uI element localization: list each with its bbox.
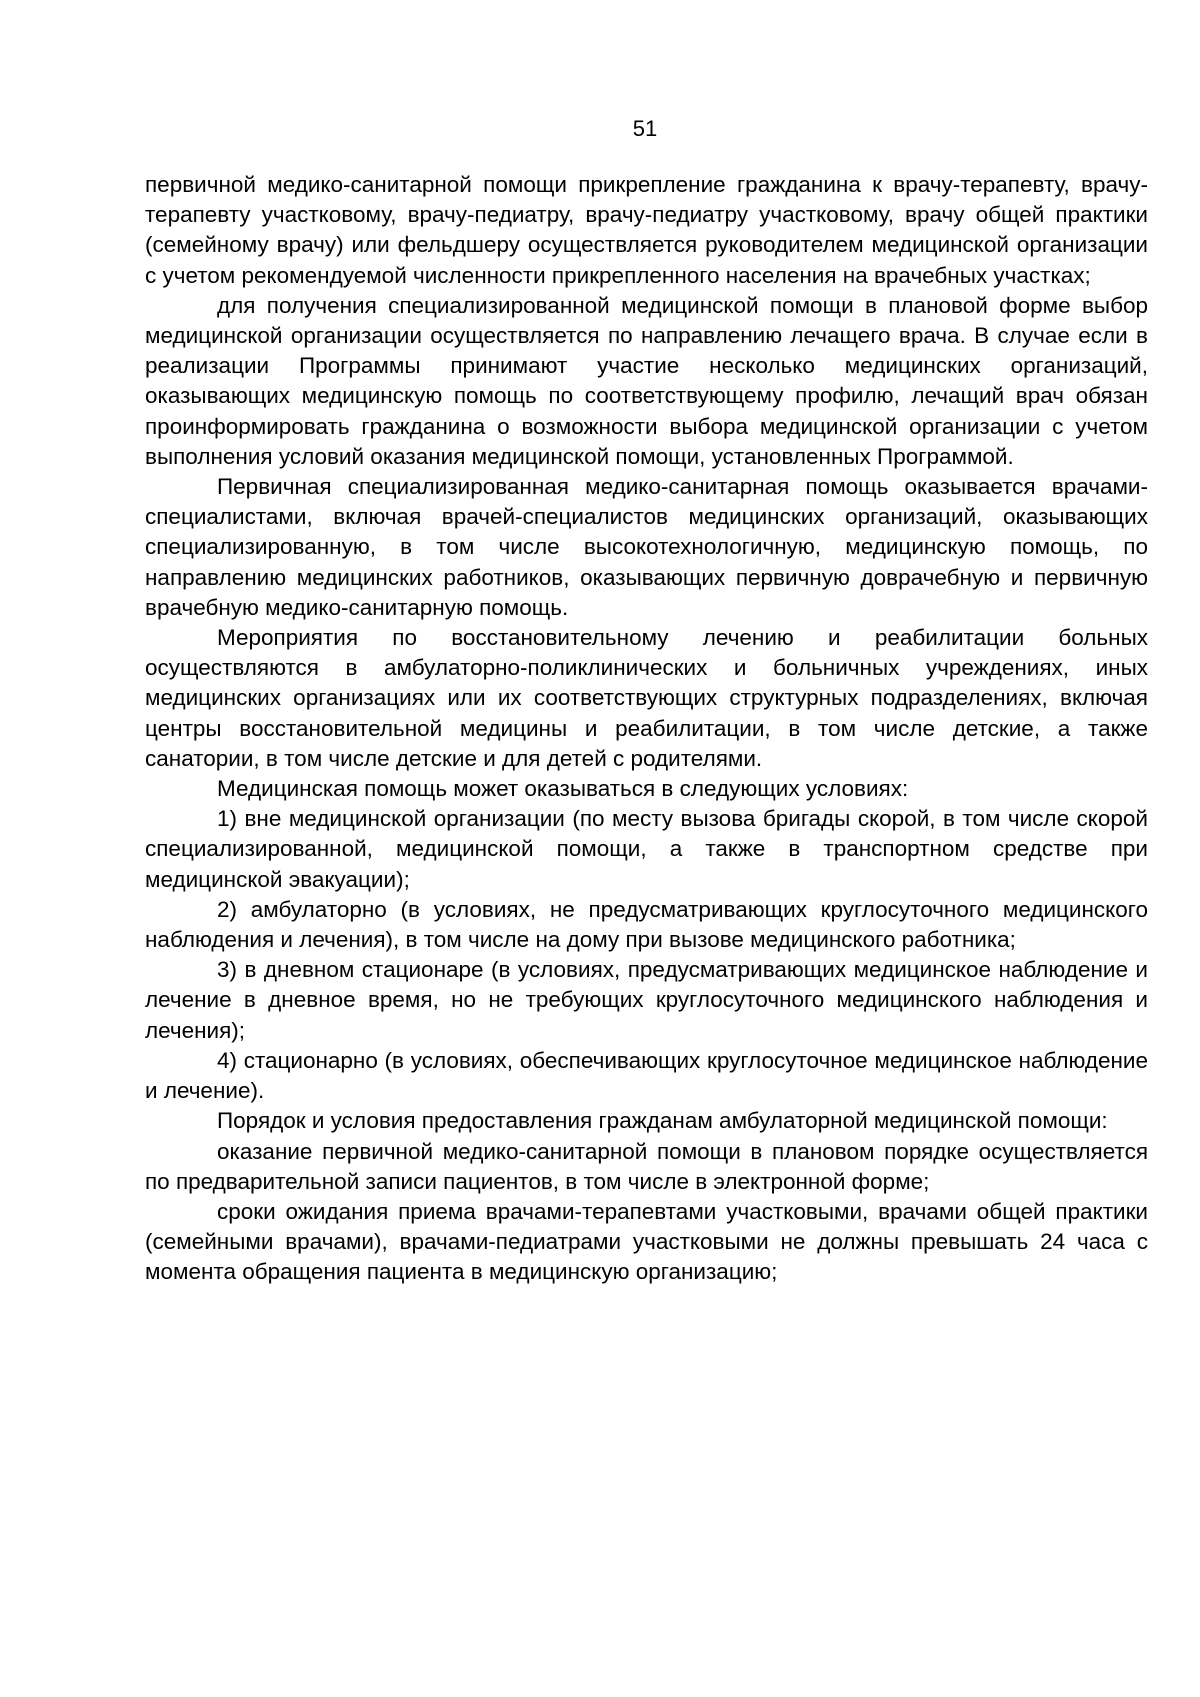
list-item: 4) стационарно (в условиях, обеспечивающих круглосуточное медицинское наблюдение и лечение).: [145, 1047, 1148, 1104]
page-number: 51: [632, 116, 658, 141]
list-item: 1) вне медицинской организации (по месту вызова бригады скорой, в том числе скорой специализированной, медицинской помощи, а также в транспортном средстве при медицинской эвакуации);: [145, 806, 1148, 892]
paragraph: Мероприятия по восстановительному лечению и реабилитации больных осуществляются в амбулаторно-поликлинических и больничных учреждениях, иных медицинских организациях или их соответствующих структурных подразделениях, включая центры восстановительной медицины и реабилитации, в том числе детские, а также санатории, в том числе детские и для детей с родителями.: [145, 625, 1148, 771]
paragraph: сроки ожидания приема врачами-терапевтами участковыми, врачами общей практики (семейными врачами), врачами-педиатрами участковыми не должны превышать 24 часа с момента обращения пациента в медицинскую организацию;: [145, 1198, 1148, 1285]
paragraph: Медицинская помощь может оказываться в следующих условиях:: [217, 776, 909, 802]
document-body: [145, 170, 1148, 1288]
paragraph: первичной медико-санитарной помощи прикрепление гражданина к врачу-терапевту, врачу-терапевту участковому, врачу-педиатру, врачу-педиатру участковому, врачу общей практики (семейному врачу) или фельдшеру осуществляется руководителем медицинской организации с учетом рекомендуемой численности прикрепленного населения на врачебных участках;: [145, 172, 1148, 288]
list-item: 2) амбулаторно (в условиях, не предусматривающих круглосуточного медицинского наблюдения и лечения), в том числе на дому при вызове медицинского работника;: [145, 896, 1148, 953]
list-item: 3) в дневном стационаре (в условиях, предусматривающих медицинское наблюдение и лечение в дневное время, но не требующих круглосуточного медицинского наблюдения и лечения);: [145, 957, 1148, 1043]
paragraph: Порядок и условия предоставления гражданам амбулаторной медицинской помощи:: [217, 1108, 1108, 1134]
paragraph: оказание первичной медико-санитарной помощи в плановом порядке осуществляется по предварительной записи пациентов, в том числе в электронной форме;: [145, 1138, 1148, 1194]
paragraph: для получения специализированной медицинской помощи в плановой форме выбор медицинской организации осуществляется по направлению лечащего врача. В случае если в реализации Программы принимают участие несколько медицинских организаций, оказывающих медицинскую помощь по соответствующему профилю, лечащий врач обязан проинформировать гражданина о возможности выбора медицинской организации с учетом выполнения условий оказания медицинской помощи, установленных Программой.: [145, 292, 1148, 469]
paragraph: Первичная специализированная медико-санитарная помощь оказывается врачами-специалистами, включая врачей-специалистов медицинских организаций, оказывающих специализированную, в том числе высокотехнологичную, медицинскую помощь, по направлению медицинских работников, оказывающих первичную доврачебную и первичную врачебную медико-санитарную помощь.: [145, 474, 1148, 620]
